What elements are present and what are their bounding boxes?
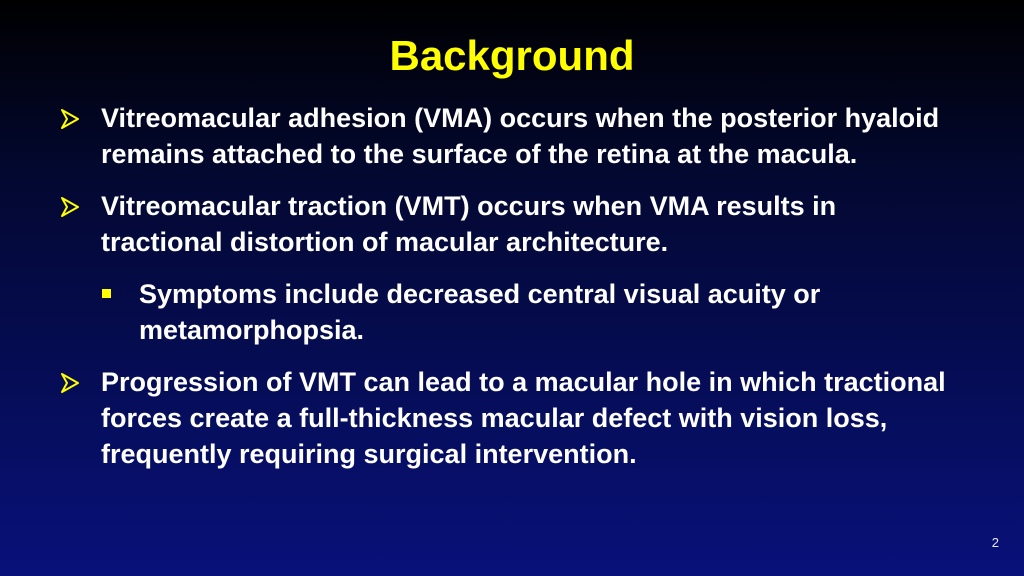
slide-title: Background [389, 32, 635, 79]
bullet-list [60, 100, 960, 488]
bullet-item [60, 188, 960, 260]
sub-bullet-item [139, 276, 960, 348]
arrowhead-bullet-icon [60, 197, 80, 217]
arrowhead-bullet-icon [60, 109, 80, 129]
sub-bullet-text: Symptoms include decreased central visual acuity or metamorphopsia. [139, 279, 821, 345]
page-number: 2 [991, 535, 999, 550]
bullet-item [60, 364, 960, 472]
bullet-text: Vitreomacular traction (VMT) occurs when VMA results in tractional distortion of macular architecture. [101, 191, 837, 257]
bullet-text: Vitreomacular adhesion (VMA) occurs when the posterior hyaloid remains attached to the surface of the retina at the macula. [101, 103, 940, 169]
square-bullet-icon [102, 289, 111, 298]
bullet-text: Progression of VMT can lead to a macular hole in which tractional forces create a full-thickness macular defect with vision loss, frequently requiring surgical intervention. [101, 367, 946, 469]
bullet-item [60, 100, 960, 172]
arrowhead-bullet-icon [60, 373, 80, 393]
